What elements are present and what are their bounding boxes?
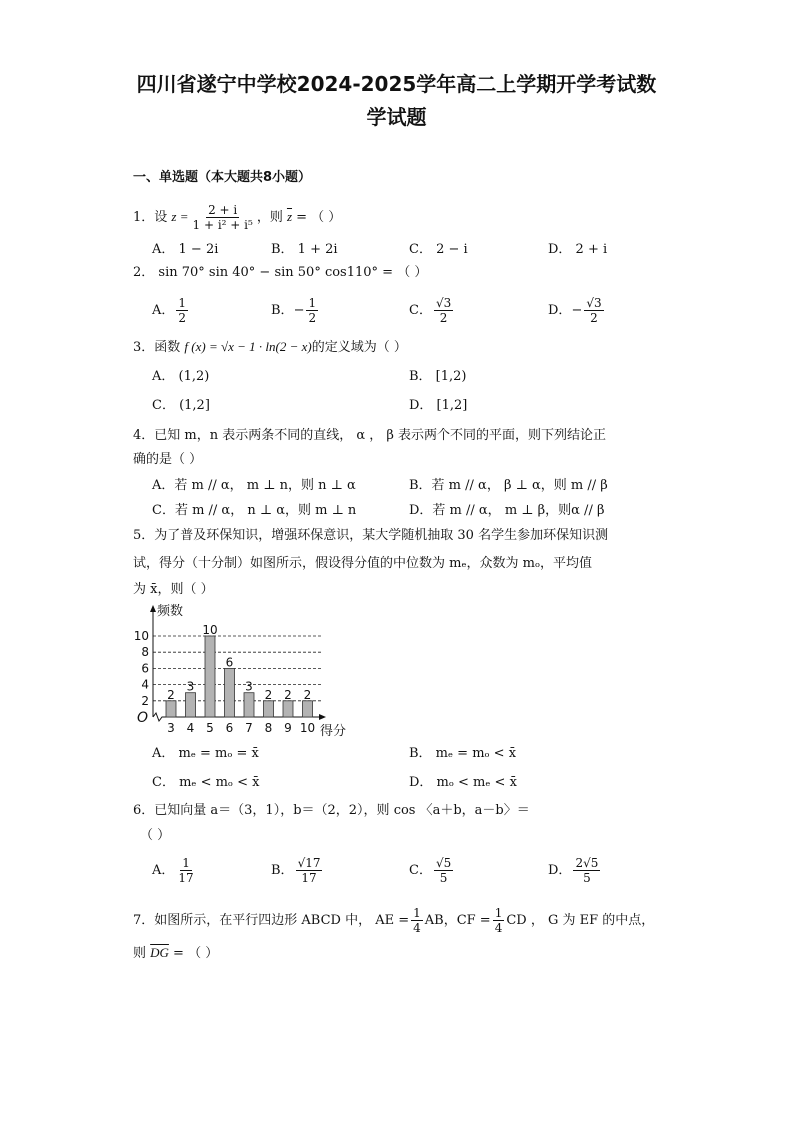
x-tick-label: 4 bbox=[186, 721, 195, 735]
q7-part-c: CD ， G 为 EF 的中点， bbox=[506, 913, 655, 928]
q5-option-b: B． mₑ = mₒ < x̄ bbox=[409, 746, 517, 761]
y-tick-label: 8 bbox=[141, 645, 149, 660]
q6-stem-line2: （ ） bbox=[140, 828, 171, 843]
q3-suffix: 的定义域为（ ） bbox=[311, 340, 407, 355]
y-tick-label: 2 bbox=[141, 693, 149, 708]
q1-prefix: 1．设 bbox=[133, 210, 172, 225]
q7-blank: = （ ） bbox=[168, 946, 219, 961]
q6-a-label: A． bbox=[152, 863, 175, 878]
x-tick-label: 6 bbox=[225, 721, 234, 735]
q4-stem-line2: 确的是（ ） bbox=[133, 452, 203, 467]
x-tick-label: 3 bbox=[167, 721, 175, 735]
bar-value-label: 3 bbox=[186, 679, 195, 694]
q6-b-den: 17 bbox=[301, 871, 317, 885]
bar-value-label: 3 bbox=[245, 679, 253, 694]
bar-value-label: 2 bbox=[284, 687, 292, 702]
q2-b-num: 1 bbox=[308, 296, 317, 310]
x-tick-label: 5 bbox=[206, 721, 214, 735]
q2-option-a bbox=[152, 296, 190, 325]
q2-c-fraction bbox=[434, 296, 453, 325]
q7-frac2-num: 1 bbox=[494, 906, 503, 920]
q4-option-b: B．若 m // α， β ⊥ α，则 m // β bbox=[409, 478, 608, 493]
q7-part-b: AB，CF = bbox=[424, 913, 491, 928]
q2-a-den: 2 bbox=[178, 311, 187, 325]
q7-then: 则 bbox=[133, 946, 151, 961]
q3-stem bbox=[133, 337, 407, 358]
q2-b-label: B． bbox=[271, 303, 294, 318]
q1-mid: ，则 bbox=[256, 210, 287, 225]
q3-prefix: 3．函数 bbox=[133, 340, 185, 355]
q6-d-den: 5 bbox=[583, 871, 591, 885]
histogram-bar bbox=[225, 668, 235, 717]
q3-option-c: C． (1,2] bbox=[152, 398, 210, 413]
q6-a-fraction bbox=[176, 856, 195, 885]
q2-option-d bbox=[548, 296, 606, 325]
histogram-bar bbox=[303, 701, 313, 717]
q1-end: = （ ） bbox=[292, 210, 342, 225]
q2-a-num: 1 bbox=[178, 296, 187, 310]
q6-d-label: D． bbox=[548, 863, 572, 878]
q6-b-fraction bbox=[296, 856, 323, 885]
q2-c-den: 2 bbox=[439, 311, 448, 325]
x-axis bbox=[153, 713, 323, 721]
q2-d-sign: − bbox=[571, 303, 583, 318]
bar-value-label: 2 bbox=[303, 687, 312, 702]
q7-frac1 bbox=[411, 906, 423, 935]
bar-value-label: 6 bbox=[225, 655, 234, 670]
q1-den: 1 + i² + i⁵ bbox=[192, 218, 253, 232]
x-axis-arrow bbox=[319, 714, 326, 720]
q2-b-fraction bbox=[306, 296, 318, 325]
q4-stem-line1: 4．已知 m，n 表示两条不同的直线， α ， β 表示两个不同的平面，则下列结论正 bbox=[133, 428, 607, 443]
score-frequency-chart bbox=[133, 600, 363, 742]
q1-z-eq: z = bbox=[171, 209, 189, 224]
q2-d-label: D． bbox=[548, 303, 572, 318]
q1-option-c: C． 2 − i bbox=[409, 242, 468, 257]
q6-b-label: B． bbox=[271, 863, 294, 878]
q5-option-d: D． mₒ < mₑ < x̄ bbox=[409, 775, 517, 790]
q7-frac2 bbox=[493, 906, 505, 935]
histogram-bar bbox=[264, 701, 274, 717]
q6-d-num: 2√5 bbox=[575, 856, 599, 870]
q6-c-num: √5 bbox=[435, 856, 452, 870]
q3-option-b: B． [1,2) bbox=[409, 369, 467, 384]
q2-a-label: A． bbox=[152, 303, 175, 318]
q2-stem: 2． sin 70° sin 40° − sin 50° cos110° = （ ） bbox=[133, 265, 428, 280]
q6-option-a bbox=[152, 856, 198, 885]
q4-option-d: D．若 m // α， m ⊥ β，则α // β bbox=[409, 503, 605, 518]
q6-option-b bbox=[271, 856, 324, 885]
q6-stem-line1: 6．已知向量 a＝（3，1），b＝（2，2），则 cos 〈a＋b，a－b〉＝ bbox=[133, 803, 530, 818]
bar-value-label: 10 bbox=[202, 623, 218, 637]
x-axis-label: 得分 bbox=[320, 724, 347, 739]
q7-stem-line1 bbox=[133, 906, 654, 935]
q7-part-a: 7．如图所示，在平行四边形 ABCD 中， AE = bbox=[133, 913, 410, 928]
q5-option-a: A． mₑ = mₒ = x̄ bbox=[152, 746, 259, 761]
q3-option-d: D． [1,2] bbox=[409, 398, 468, 413]
q5-option-c: C． mₑ < mₒ < x̄ bbox=[152, 775, 260, 790]
q1-fraction bbox=[191, 203, 255, 232]
x-tick-label: 10 bbox=[299, 721, 316, 735]
q7-frac1-num: 1 bbox=[413, 906, 421, 920]
origin-label: O bbox=[137, 710, 149, 726]
q2-b-den: 2 bbox=[308, 311, 317, 325]
bar-value-label: 2 bbox=[264, 687, 273, 702]
q6-option-c bbox=[409, 856, 455, 885]
page-title-line1: 四川省遂宁中学校2024-2025学年高二上学期开学考试数 bbox=[136, 72, 657, 96]
q7-vector-dg: $\overline{DG}$ bbox=[150, 945, 169, 960]
q5-stem-line3: 为 x̄，则（ ） bbox=[133, 582, 214, 597]
q6-c-label: C． bbox=[409, 863, 432, 878]
q1-num: 2 + i bbox=[208, 203, 238, 217]
q6-d-fraction bbox=[573, 856, 600, 885]
q2-c-num: √3 bbox=[435, 296, 452, 310]
histogram-bar bbox=[166, 701, 176, 717]
page-title-line2: 学试题 bbox=[366, 105, 427, 129]
y-axis-label: 频数 bbox=[157, 604, 184, 619]
q5-stem-line1: 5．为了普及环保知识，增强环保意识，某大学随机抽取 30 名学生参加环保知识测 bbox=[133, 528, 609, 543]
q3-function: f (x) = √x − 1 · ln(2 − x) bbox=[184, 339, 312, 354]
q4-option-a: A．若 m // α， m ⊥ n，则 n ⊥ α bbox=[152, 478, 356, 493]
bar-value-label: 2 bbox=[167, 687, 175, 702]
q2-d-fraction bbox=[584, 296, 603, 325]
q2-c-label: C． bbox=[409, 303, 432, 318]
q1-zbar: $\overline{z}$ bbox=[286, 209, 293, 224]
q6-c-fraction bbox=[434, 856, 453, 885]
histogram-bar bbox=[283, 701, 293, 717]
q2-option-c bbox=[409, 296, 455, 325]
y-tick-label: 4 bbox=[141, 677, 149, 692]
q1-option-d: D． 2 + i bbox=[548, 242, 608, 257]
q2-d-num: √3 bbox=[586, 296, 602, 310]
section-heading: 一、单选题（本大题共8小题） bbox=[133, 170, 312, 185]
q4-option-c: C．若 m // α， n ⊥ α，则 m ⊥ n bbox=[152, 503, 357, 518]
q6-option-d bbox=[548, 856, 602, 885]
y-tick-label: 10 bbox=[133, 629, 149, 643]
q2-d-den: 2 bbox=[590, 311, 598, 325]
q1-option-b: B． 1 + 2i bbox=[271, 242, 338, 257]
q7-stem-line2 bbox=[133, 943, 218, 964]
x-tick-label: 7 bbox=[245, 721, 253, 735]
q6-c-den: 5 bbox=[439, 871, 448, 885]
x-tick-label: 8 bbox=[264, 721, 273, 735]
x-tick-label: 9 bbox=[284, 721, 292, 735]
q6-a-den: 17 bbox=[178, 871, 194, 885]
q6-a-num: 1 bbox=[182, 856, 190, 870]
q2-option-b bbox=[271, 296, 320, 325]
q2-b-sign: − bbox=[293, 303, 305, 318]
y-axis-arrow bbox=[150, 605, 156, 612]
q6-b-num: √17 bbox=[297, 856, 321, 870]
q2-a-fraction bbox=[176, 296, 188, 325]
q1-option-a: A． 1 − 2i bbox=[152, 242, 219, 257]
y-tick-label: 6 bbox=[141, 661, 149, 676]
histogram-bar bbox=[244, 693, 254, 717]
q7-frac2-den: 4 bbox=[494, 921, 503, 935]
q7-frac1-den: 4 bbox=[413, 921, 421, 935]
q5-stem-line2: 试，得分（十分制）如图所示，假设得分值的中位数为 mₑ，众数为 mₒ，平均值 bbox=[133, 556, 592, 571]
histogram-bar bbox=[205, 636, 215, 717]
q3-option-a: A． (1,2) bbox=[152, 369, 210, 384]
q1-stem bbox=[133, 203, 341, 232]
histogram-bar bbox=[186, 693, 196, 717]
